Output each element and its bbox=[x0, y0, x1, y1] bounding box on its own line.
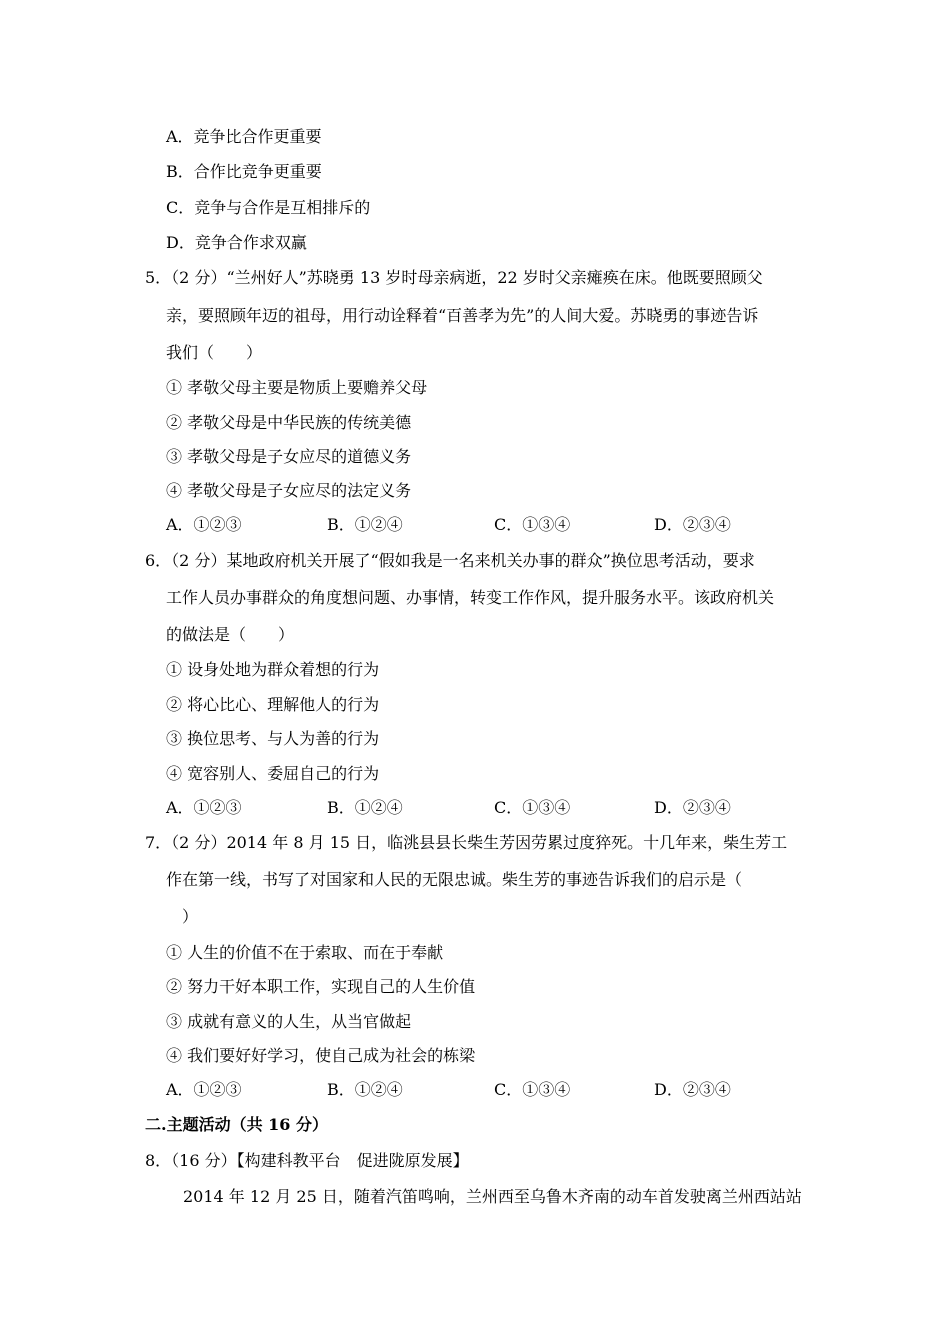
q6-choice-a: A．①②③ bbox=[166, 798, 242, 817]
option-c: C．竞争与合作是互相排斥的 bbox=[166, 198, 371, 217]
q6-statement-4: ④ 宽容别人、委屈自己的行为 bbox=[166, 764, 380, 783]
q6-choice-d: D．②③④ bbox=[654, 798, 731, 817]
q5-stem-line-3: 我们（ ） bbox=[166, 343, 263, 362]
q5-choice-d: D．②③④ bbox=[654, 515, 731, 534]
q5-statement-1: ① 孝敬父母主要是物质上要赡养父母 bbox=[166, 378, 428, 397]
q7-choice-d: D．②③④ bbox=[654, 1080, 731, 1099]
q6-choice-c: C．①③④ bbox=[494, 798, 571, 817]
q5-statement-3: ③ 孝敬父母是子女应尽的道德义务 bbox=[166, 447, 412, 466]
q5-stem-line-1: 5．（2 分）“兰州好人”苏晓勇 13 岁时母亲病逝，22 岁时父亲瘫痪在床。他既要照顾父 bbox=[145, 268, 763, 287]
option-d: D．竞争合作求双赢 bbox=[166, 233, 307, 252]
q5-statement-4: ④ 孝敬父母是子女应尽的法定义务 bbox=[166, 481, 412, 500]
q6-stem-line-2: 工作人员办事群众的角度想问题、办事情，转变工作作风，提升服务水平。该政府机关 bbox=[166, 588, 775, 607]
q6-stem-line-1: 6．（2 分）某地政府机关开展了“假如我是一名来机关办事的群众”换位思考活动，要求 bbox=[145, 551, 755, 570]
q6-stem-line-3: 的做法是（ ） bbox=[166, 625, 295, 644]
q7-stem-line-1: 7．（2 分）2014 年 8 月 15 日，临洮县县长柴生芳因劳累过度猝死。十几年来，柴生芳工 bbox=[145, 833, 788, 852]
q5-stem-line-2: 亲，要照顾年迈的祖母，用行动诠释着“百善孝为先”的人间大爱。苏晓勇的事迹告诉 bbox=[166, 306, 759, 325]
option-a: A．竞争比合作更重要 bbox=[166, 127, 322, 146]
q7-stem-line-2: 作在第一线，书写了对国家和人民的无限忠诚。柴生芳的事迹告诉我们的启示是（ bbox=[166, 870, 743, 889]
q8-stem-line-1: 8．（16 分）【构建科教平台 促进陇原发展】 bbox=[145, 1151, 469, 1170]
q5-statement-2: ② 孝敬父母是中华民族的传统美德 bbox=[166, 413, 412, 432]
q7-choice-b: B．①②④ bbox=[327, 1080, 403, 1099]
q7-statement-4: ④ 我们要好好学习，使自己成为社会的栋梁 bbox=[166, 1046, 476, 1065]
q6-statement-2: ② 将心比心、理解他人的行为 bbox=[166, 695, 380, 714]
q6-statement-1: ① 设身处地为群众着想的行为 bbox=[166, 660, 380, 679]
q7-choice-a: A．①②③ bbox=[166, 1080, 242, 1099]
q6-choice-b: B．①②④ bbox=[327, 798, 403, 817]
q7-choice-c: C．①③④ bbox=[494, 1080, 571, 1099]
q8-paragraph-line-1: 2014 年 12 月 25 日，随着汽笛鸣响，兰州西至乌鲁木齐南的动车首发驶离兰州西站站 bbox=[183, 1187, 802, 1206]
q7-statement-2: ② 努力干好本职工作，实现自己的人生价值 bbox=[166, 977, 476, 996]
section-heading: 二.主题活动（共 16 分） bbox=[145, 1115, 328, 1134]
q5-choice-a: A．①②③ bbox=[166, 515, 242, 534]
q7-statement-3: ③ 成就有意义的人生，从当官做起 bbox=[166, 1012, 412, 1031]
q5-choice-c: C．①③④ bbox=[494, 515, 571, 534]
q7-statement-1: ① 人生的价值不在于索取、而在于奉献 bbox=[166, 943, 444, 962]
q5-choice-b: B．①②④ bbox=[327, 515, 403, 534]
q6-statement-3: ③ 换位思考、与人为善的行为 bbox=[166, 729, 380, 748]
q7-stem-line-3: ） bbox=[166, 907, 199, 926]
option-b: B．合作比竞争更重要 bbox=[166, 162, 322, 181]
